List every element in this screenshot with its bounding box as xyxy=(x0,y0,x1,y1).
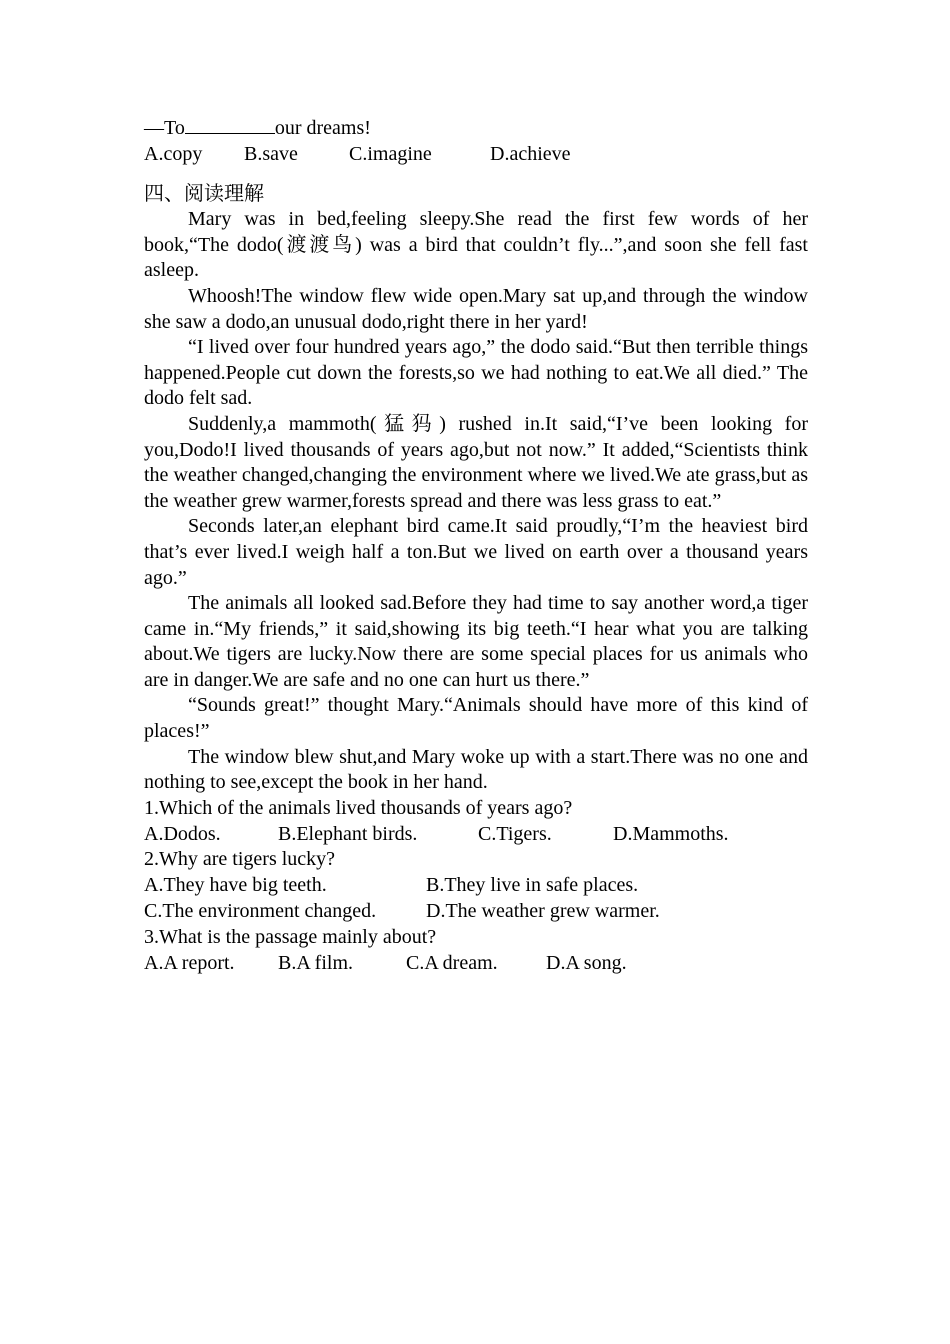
passage-paragraph: Mary was in bed,feeling sleepy.She read the first few words of her book,“The dodo(渡渡鸟) was a bird that couldn’t fly...”,and soon she fell fast asleep. xyxy=(144,208,808,282)
question-options xyxy=(144,899,808,925)
option-a: A.They have big teeth. xyxy=(144,874,327,897)
option-b: B.They live in safe places. xyxy=(426,874,639,897)
passage-paragraph: “I lived over four hundred years ago,” the dodo said.“But then terrible things happened.People cut down the forests,so we had nothing to eat.We all died.” The dodo felt sad. xyxy=(144,336,808,410)
prev-question-stem xyxy=(144,115,808,142)
passage-paragraph: Whoosh!The window flew wide open.Mary sat up,and through the window she saw a dodo,an unusual dodo,right there in her yard! xyxy=(144,284,808,333)
option-a: A.Dodos. xyxy=(144,822,221,845)
option-d: D.The weather grew warmer. xyxy=(426,900,660,923)
option-c: C.The environment changed. xyxy=(144,900,377,923)
option-b: B.Elephant birds. xyxy=(278,822,418,845)
reading-passage xyxy=(144,207,808,796)
question-stem: 2.Why are tigers lucky? xyxy=(144,848,336,871)
option-c: C.A dream. xyxy=(406,951,498,974)
option-a: A.A report. xyxy=(144,951,235,974)
passage-paragraph: The window blew shut,and Mary woke up with a start.There was no one and nothing to see,except the book in her hand. xyxy=(144,745,808,794)
passage-paragraph: Seconds later,an elephant bird came.It said proudly,“I’m the heaviest bird that’s ever lived.I weigh half a ton.But we lived on earth over a thousand years ago.” xyxy=(144,515,808,589)
option-a: A.copy xyxy=(144,142,203,165)
answer-blank xyxy=(185,115,275,134)
question-stem: 1.Which of the animals lived thousands of years ago? xyxy=(144,796,573,819)
option-c: C.imagine xyxy=(349,142,432,165)
question-1 xyxy=(144,796,808,848)
prev-question-options xyxy=(144,142,808,168)
question-2 xyxy=(144,847,808,924)
question-stem: 3.What is the passage mainly about? xyxy=(144,925,437,948)
stem-text-after: our dreams! xyxy=(274,117,371,139)
option-c: C.Tigers. xyxy=(478,822,552,845)
passage-paragraph: Suddenly,a mammoth(猛犸) rushed in.It said,“I’ve been looking for you,Dodo!I lived thousands of years ago,but not now.” It added,“Scientists think the weather changed,changing the environment where we lived.We ate grass,but as the weather grew warmer,forests spread and there was less grass to eat.” xyxy=(144,412,808,512)
question-options xyxy=(144,951,808,977)
option-d: D.Mammoths. xyxy=(613,822,729,845)
stem-text-before: —To xyxy=(144,117,185,139)
option-d: D.A song. xyxy=(546,951,627,974)
option-b: B.A film. xyxy=(278,951,354,974)
passage-paragraph: The animals all looked sad.Before they had time to say another word,a tiger came in.“My friends,” it said,showing its big teeth.“I hear what you are talking about.We tigers are lucky.Now there are some special places for us animals who are in danger.We are safe and no one can hurt us there.” xyxy=(144,592,808,691)
passage-paragraph: “Sounds great!” thought Mary.“Animals should have more of this kind of places!” xyxy=(144,694,808,743)
question-options xyxy=(144,822,808,848)
worksheet-page xyxy=(144,115,808,976)
section-heading: 四、阅读理解 xyxy=(144,183,264,206)
question-options xyxy=(144,873,808,899)
option-d: D.achieve xyxy=(490,142,571,165)
option-b: B.save xyxy=(244,142,298,165)
question-3 xyxy=(144,925,808,977)
